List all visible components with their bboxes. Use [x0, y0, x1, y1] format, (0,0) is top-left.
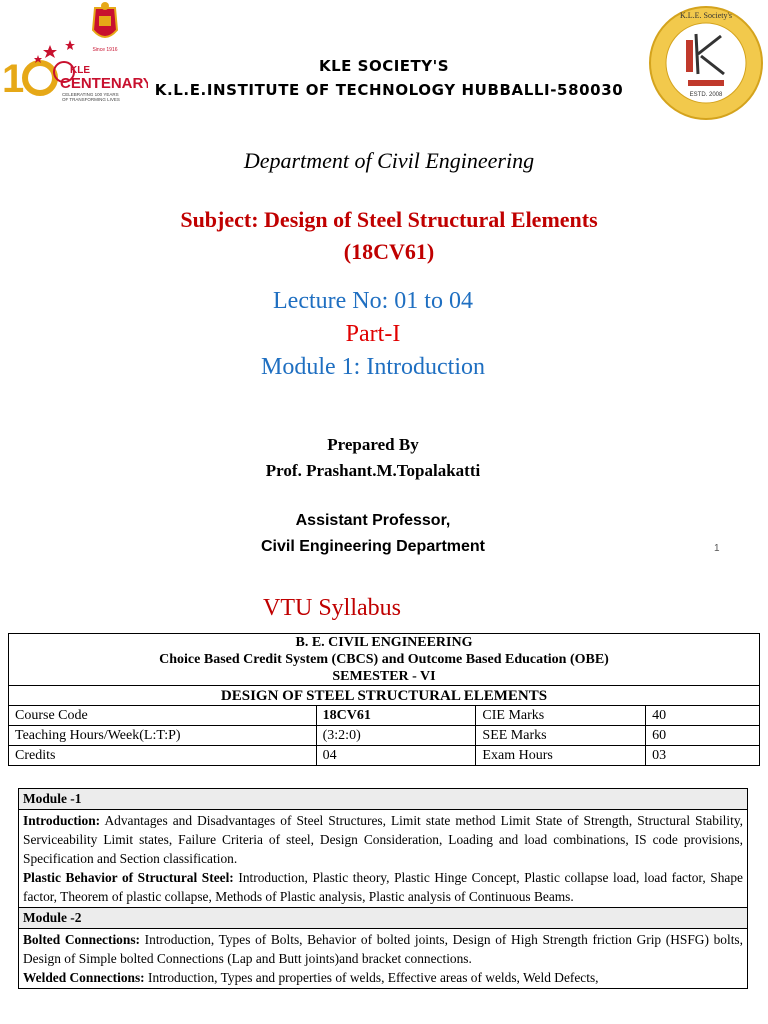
row-label-2: Exam Hours: [476, 746, 646, 766]
module-1-paragraph-1: [23, 811, 743, 868]
subject-code: (18CV61): [343, 239, 435, 264]
subject-title: Subject: Design of Steel Structural Elements: [180, 207, 598, 232]
author-department: Civil Engineering Department: [260, 538, 486, 555]
table-row: [9, 726, 760, 746]
module-2-heading: Module -2: [19, 908, 748, 929]
row-label-2: CIE Marks: [476, 706, 646, 726]
row-label-2: SEE Marks: [476, 726, 646, 746]
svg-text:1: 1: [2, 57, 25, 101]
row-label: Teaching Hours/Week(L:T:P): [9, 726, 317, 746]
module-title: Module 1: Introduction: [261, 354, 485, 380]
syllabus-heading: VTU Syllabus: [263, 595, 401, 621]
row-value: 18CV61: [316, 706, 476, 726]
module-body-row: [19, 810, 748, 908]
module-body-row: [19, 929, 748, 989]
module-1-paragraph-2: [23, 868, 743, 906]
author-name: Prof. Prashant.M.Topalakatti: [265, 461, 481, 480]
svg-text:CENTENARY: CENTENARY: [60, 75, 148, 92]
svg-text:ESTD. 2008: ESTD. 2008: [689, 92, 723, 98]
scheme-name: Choice Based Credit System (CBCS) and Outcome Based Education (OBE): [159, 652, 609, 667]
institute-name: K.L.E.INSTITUTE OF TECHNOLOGY HUBBALLI-580030: [154, 81, 624, 99]
prepared-by-label: Prepared By: [327, 435, 419, 454]
topic-title: Plastic Behavior of Structural Steel:: [23, 870, 234, 885]
author-designation: Assistant Professor,: [295, 512, 451, 529]
page-number: 1: [714, 543, 720, 554]
module-heading-row: [19, 789, 748, 810]
svg-text:OF TRANSFORMING LIVES: OF TRANSFORMING LIVES: [62, 97, 120, 102]
department-title: Department of Civil Engineering: [243, 148, 535, 173]
svg-text:KLE: KLE: [70, 65, 90, 76]
course-title: DESIGN OF STEEL STRUCTURAL ELEMENTS: [9, 686, 760, 706]
module-1-body: [19, 810, 748, 908]
row-value: 04: [316, 746, 476, 766]
lecture-number: Lecture No: 01 to 04: [273, 288, 473, 314]
syllabus-header-cell: [9, 634, 760, 686]
program-name: B. E. CIVIL ENGINEERING: [295, 635, 473, 650]
topic-text: Introduction, Plastic theory, Plastic Hinge Concept, Plastic collapse load, load factor, Shape factor, Theorem of plastic collapse, Methods of Plastic analysis, Plastic analysis of Continuous Beams.: [23, 870, 743, 904]
row-value-2: 40: [646, 706, 760, 726]
topic-title: Introduction:: [23, 813, 101, 828]
row-value-2: 03: [646, 746, 760, 766]
row-value: (3:2:0): [316, 726, 476, 746]
topic-text: Advantages and Disadvantages of Steel Structures, Limit state method Limit State of Strength, Structural Stability, Serviceability Limit states, Failure Criteria of steel, Design Consideration, Loading and load combinations, IS code provisions, Specification and Section classification.: [23, 813, 743, 866]
topic-title: Bolted Connections:: [23, 932, 140, 947]
module-2-body: [19, 929, 748, 989]
table-row: [9, 706, 760, 726]
module-heading-row: [19, 908, 748, 929]
society-name: KLE SOCIETY'S: [318, 57, 450, 75]
module-2-paragraph-1: [23, 930, 743, 968]
svg-text:CELEBRATING 100 YEARS: CELEBRATING 100 YEARS: [62, 92, 119, 97]
topic-text: Introduction, Types and properties of welds, Effective areas of welds, Weld Defects,: [144, 970, 599, 985]
module-1-heading: Module -1: [19, 789, 748, 810]
row-value-2: 60: [646, 726, 760, 746]
semester-name: SEMESTER - VI: [332, 669, 436, 684]
module-2-paragraph-2: [23, 968, 743, 987]
syllabus-header-row: [9, 634, 760, 686]
svg-text:K.L.E. Society's: K.L.E. Society's: [679, 11, 733, 20]
row-label: Credits: [9, 746, 317, 766]
module-content-table: [18, 788, 748, 989]
svg-text:Since 1916: Since 1916: [92, 47, 118, 53]
topic-text: Introduction, Types of Bolts, Behavior of bolted joints, Design of High Strength friction Grip (HSFG) bolts, Design of Simple bolted Connections (Lap and Butt joints)and bracket connections.: [23, 932, 743, 966]
syllabus-info-table: [8, 633, 760, 766]
row-label: Course Code: [9, 706, 317, 726]
part-label: Part-I: [345, 321, 401, 347]
topic-title: Welded Connections:: [23, 970, 145, 985]
table-row: [9, 746, 760, 766]
course-title-row: [9, 686, 760, 706]
